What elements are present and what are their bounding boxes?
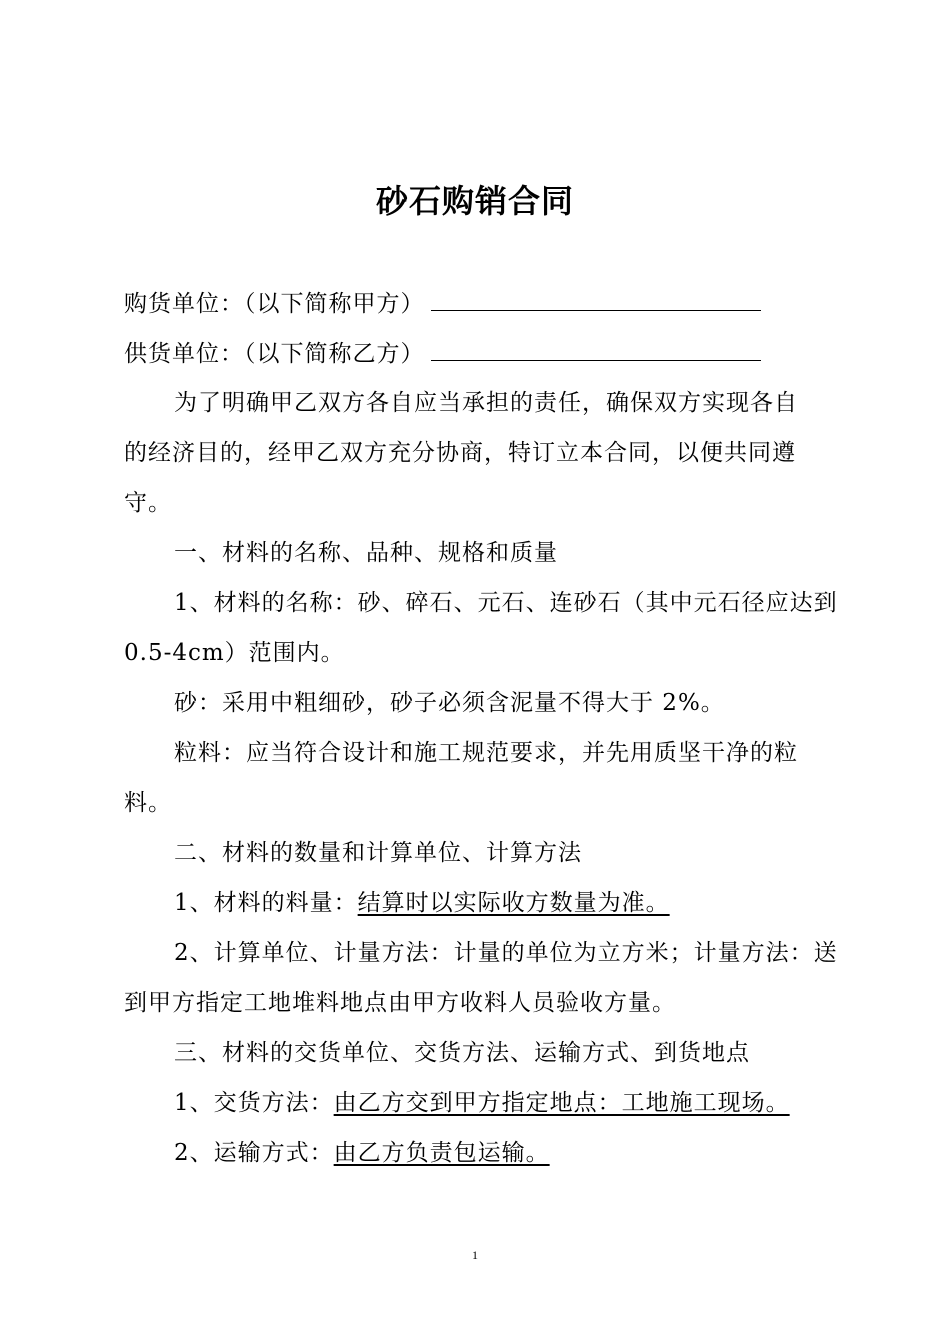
section3-item2-label: 2、运输方式： [174,1140,334,1166]
buyer-blank [431,288,761,311]
intro-line-2: 的经济目的，经甲乙双方充分协商，特订立本合同，以便共同遵 [124,440,796,466]
section1-gravel-line1: 粒料：应当符合设计和施工规范要求，并先用质坚干净的粒 [174,740,798,766]
section2-heading: 二、材料的数量和计算单位、计算方法 [174,840,582,866]
section3-item1-label: 1、交货方法： [174,1090,334,1116]
section3-item2-value: 由乙方负责包运输。 [333,1140,550,1166]
section3-item1 [174,1088,790,1118]
section2-item2-line1: 2、计算单位、计量方法：计量的单位为立方米；计量方法：送 [174,940,838,966]
seller-label: 供货单位：（以下简称乙方） [124,341,425,367]
intro-line-3: 守。 [124,490,172,516]
section1-gravel-line2: 料。 [124,790,172,816]
buyer-line [124,288,761,319]
buyer-label: 购货单位：（以下简称甲方） [124,291,425,317]
seller-line [124,338,761,369]
section2-item2-line2: 到甲方指定工地堆料地点由甲方收料人员验收方量。 [124,990,676,1016]
section2-item1-label: 1、材料的料量： [174,890,358,916]
section1-item1-line2: 0.5-4cm）范围内。 [124,640,345,666]
intro-line-1: 为了明确甲乙双方各自应当承担的责任，确保双方实现各自 [174,390,798,416]
section1-item1-line1: 1、材料的名称：砂、碎石、元石、连砂石（其中元石径应达到 [174,590,838,616]
section3-item2 [174,1138,550,1168]
section1-heading: 一、材料的名称、品种、规格和质量 [174,540,558,566]
page-number: 1 [472,1248,478,1262]
contract-title: 砂石购销合同 [375,182,574,220]
section3-item1-value: 由乙方交到甲方指定地点：工地施工现场。 [333,1090,790,1116]
seller-blank [431,338,761,361]
section2-item1 [174,888,670,918]
section3-heading: 三、材料的交货单位、交货方法、运输方式、到货地点 [174,1040,750,1066]
section2-item1-value: 结算时以实际收方数量为准。 [357,890,670,916]
section1-sand: 砂：采用中粗细砂，砂子必须含泥量不得大于 2%。 [174,690,725,716]
